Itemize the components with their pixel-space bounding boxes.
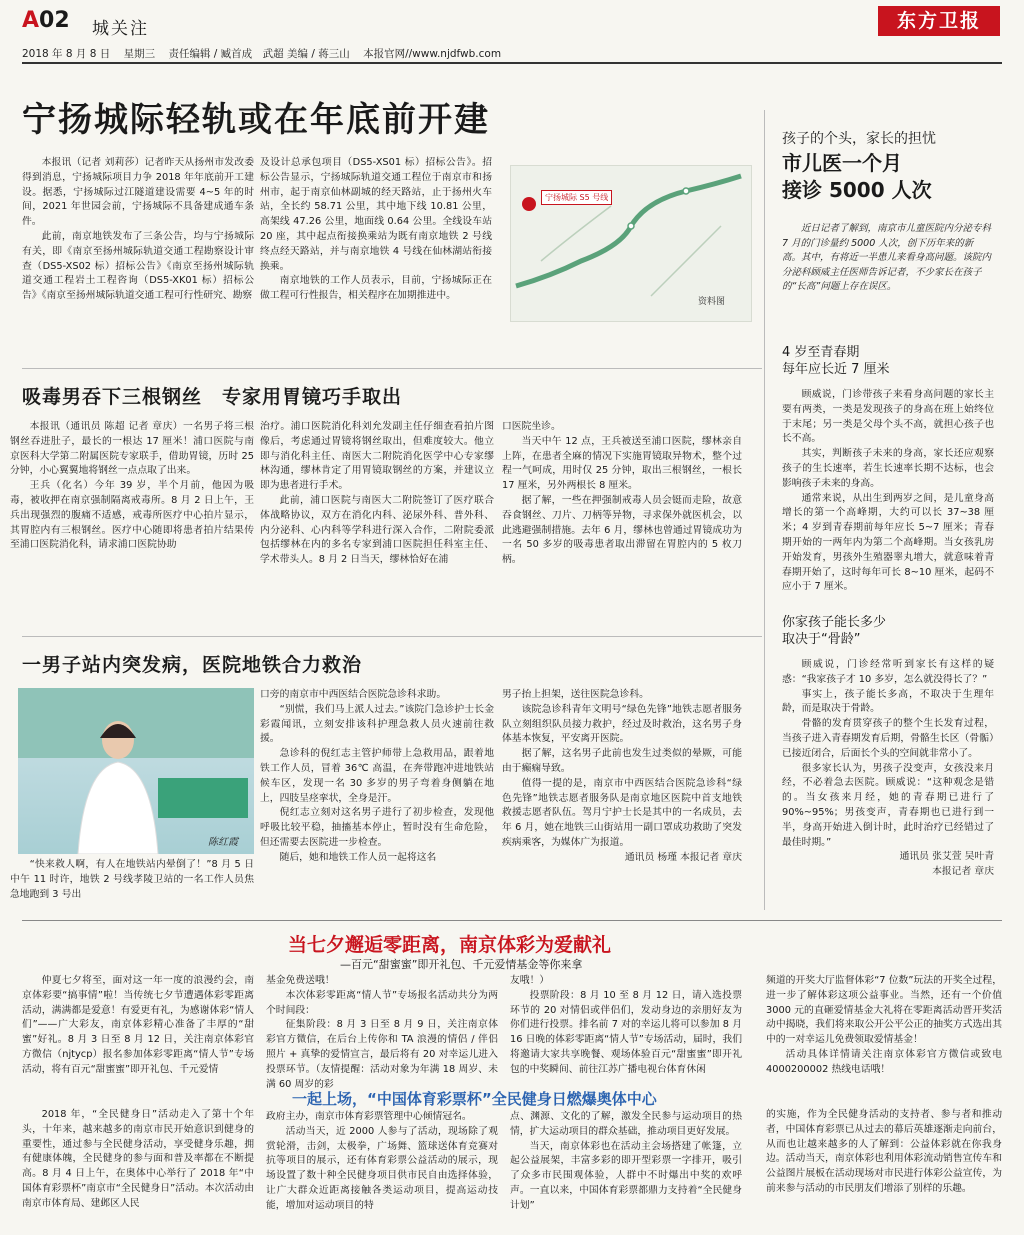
article3-para: 值得一提的是，南京市中西医结合医院急诊科“绿色先锋”地铁志愿者服务队是南京地区医院中首支地铁救援志愿者队伍。驾月宁护士长是其中的一名成员，去年 6 月，她在地铁三山街站用一副口罩成功救助了突发疾病乘客，为媒体广为报道。 — [502, 777, 742, 848]
article2-para: 王兵（化名）今年 39 岁，半个月前，他因为吸毒，被收押在南京强制隔离戒毒所。8 月 2 日上午，王兵出现强烈的腹痛不适感，戒毒所医疗中心拍片显示，其胃腔内有三根钢丝。医疗中心随即将患者拍片结果传至浦口医院消化科，请求浦口医院协助 — [10, 480, 254, 551]
article2-col2 — [260, 420, 494, 568]
sidebar-para: 顾威说，门诊带孩子来看身高问题的家长主要有两类，一类是发现孩子的身高在班上始终位于末尾；另一类是父母个头不高，就担心孩子也长不高。 — [782, 389, 994, 445]
ad-col2 — [266, 974, 498, 1092]
article2-para: 当天中午 12 点，王兵被送至浦口医院，缪林亲自上阵，在患者全麻的情况下实施胃镜取异物术，整个过程一气呵成，用时仅 25 分钟，取出三根钢丝，一根长 17 厘米，另外两根长 8 厘米。 — [502, 435, 742, 492]
ad-bottom-col2 — [266, 1110, 498, 1214]
sidebar-divider — [764, 110, 765, 910]
article2-col1 — [10, 420, 254, 553]
sidebar-para: 顾威说，门诊经常听到家长有这样的疑惑：“我家孩子才 10 多岁，怎么就没得长了？” — [782, 659, 994, 685]
article1-col1 — [22, 156, 254, 304]
sidebar-body — [782, 388, 994, 595]
divider — [22, 368, 762, 369]
newspaper-logo: 东方卫报 — [878, 6, 1000, 36]
issue-weekday: 星期三 — [123, 48, 156, 60]
sidebar-lead — [782, 222, 992, 295]
editors: 责任编辑 / 臧首成 武超 美编 / 蒋三山 — [168, 48, 350, 60]
ad-para: 本次体彩零距离“情人节”专场报名活动共分为两个时间段： — [266, 989, 498, 1016]
section-name: 城关注 — [92, 19, 149, 39]
article3-para: 男子抬上担架，送往医院急诊科。 — [502, 689, 649, 700]
ad-para: 点、渊源、文化的了解，激发全民参与运动项目的热情，扩大运动项目的群众基础，推动项目更好发展。 — [510, 1111, 742, 1137]
ad-para: 基金免费送哦！ — [266, 975, 335, 986]
ad-para: 活动具体详情请关注南京体彩官方微信或致电 4000200002 热线电话哦！ — [766, 1048, 1002, 1075]
ad-title: 当七夕邂逅零距离，南京体彩为爱献礼 — [288, 934, 612, 956]
page-num: 02 — [39, 8, 70, 33]
ad-para: 友哦！） — [510, 975, 550, 986]
article2-para: 此前，浦口医院与南医大二附院签订了医疗联合体战略协议，双方在消化内科、泌尿外科、普外科、内分泌科、心内科等学科进行深入合作，二附院委派包括缪林在内的多名专家到浦口医院担任科室主任、学术带头人。8 月 2 日当天，缪林恰好在浦 — [260, 494, 494, 566]
ad-subtitle: —百元“甜蜜蜜”即开礼包、千元爱情基金等你来拿 — [340, 958, 583, 971]
article3-col3 — [502, 688, 742, 866]
article2-para: 本报讯（通讯员 陈超 记者 章庆）一名男子将三根钢丝吞进肚子，最长的一根达 17 厘米！浦口医院与南京医科大学第二附属医院专家联手，借助胃镜，历时 25 分钟，小心翼翼地将钢丝一点点取了出来。 — [10, 421, 254, 477]
masthead-info — [22, 46, 511, 61]
ad-bottom-col3 — [510, 1110, 742, 1214]
article3-para: 口旁的南京市中西医结合医院急诊科求助。 — [260, 689, 447, 700]
sidebar-section1 — [782, 344, 994, 595]
sidebar-subhead: 4 岁至青春期 — [782, 345, 860, 360]
ad-para: 投票阶段：8 月 10 至 8 月 12 日，请入选投票环节的 20 对情侣或伴侣们，发动身边的亲朋好友为你们进行投票。排名前 7 对的幸运儿将可以参加 8 月 16 日晚的体彩零距离“情人节”专场活动，届时，我们将邀请大家共享晚餐、观场体验百元“甜蜜蜜”即开礼包的中奖瞬间、前往江苏广播电视台体育休闲 — [510, 989, 742, 1075]
article1-title: 宁扬城际轻轨或在年底前开建 — [22, 100, 490, 140]
ad-bottom-col1 — [22, 1108, 254, 1212]
sidebar-byline: 通讯员 张艾萱 吴叶青 — [899, 851, 994, 863]
ad-col3 — [510, 974, 742, 1078]
ad-divider — [22, 920, 1002, 921]
divider — [22, 636, 762, 637]
sidebar-subhead: 每年应长近 7 厘米 — [782, 362, 890, 377]
article1-col2 — [260, 156, 492, 304]
article2-para: 治疗。浦口医院消化科刘允发副主任仔细查看拍片图像后，考虑通过胃镜将钢丝取出，但难度较大。他立即与消化科主任、南医大二附院消化医学中心专家缪林沟通，缪林肯定了用胃镜取钢丝的方案，并建议立即为患者进行手术。 — [260, 421, 494, 492]
article3-col1 — [10, 858, 254, 902]
map-label: 宁扬城际 S5 号线 — [541, 190, 612, 205]
sidebar-para: 通常来说，从出生到两岁之间，是儿童身高增长的第一个高峰期，大约可以长 37~38 厘米；4 岁到青春期前每年应长 5~7 厘米；青春期开始的一两年内为第二个高峰期。当女孩乳房开始发育，男孩外生殖器睾丸增大，就意味着青春期开始了，这时每年可长 8~10 厘米，起码不应小于 7 厘米。 — [782, 492, 994, 593]
route-map — [510, 165, 752, 322]
sidebar-title-line: 接诊 5000 人次 — [782, 178, 932, 202]
sidebar-para: 很多家长认为，男孩子没变声，女孩没来月经，不必着急去医院。顾威说：“这种观念是错的。当女孩来月经，她的青春期已进行了 90%~95%；男孩变声，青春期也已进行到一半，身高开始进入倒计时，此时治疗已经错过了最佳时期。” — [782, 762, 994, 848]
article3-para: “别慌，我们马上派人过去。”该院门急诊护士长金彩霞闻讯，立刻安排该科护理急救人员火速前往救援。 — [260, 703, 494, 745]
article2-title: 吸毒男吞下三根钢丝 专家用胃镜巧手取出 — [22, 386, 403, 408]
ad-para: 政府主办，南京市体育彩票管理中心倾情冠名。 — [266, 1111, 472, 1122]
ad-para: 活动当天，近 2000 人参与了活动，现场除了观赏轮滑，击剑，太极拳，广场舞、篮球送体育竞赛对抗等项目的展示，还有体育彩票公益活动的展示，现场设置了数十种全民健身项目供市民自由选择体验，让广大群众近距离接触各类运动项目，提高运动技能，增加对运动项目的特 — [266, 1125, 498, 1211]
article3-para: 急诊科的倪红志主管护师带上急救用品，跟着地铁工作人员，冒着 36℃ 高温，在奔带跑冲进地铁站候车区，发现一名 30 多岁的男子弯着身侧躺在地上，四肢呈痉挛状，全身是汗。 — [260, 748, 494, 804]
ad-para: 当天，南京体彩也在活动主会场搭建了帐篷，立起公益展架，丰富多彩的即开型彩票一字排开，吸引了众多市民围观体验，人群中不时爆出中奖的欢呼声。一直以来，中国体育彩票都鼎力支持着“全民健身计划” — [510, 1140, 742, 1211]
ad-para: 频道的开奖大厅监督体彩“7 位数”玩法的开奖全过程，进一步了解体彩这项公益事业。当然，还有一个价值 3000 元的直砸爱情基金大礼将在零距离活动晋开奖活动中揭晓，我们将来取公开公平公正的抽奖方式选出其中的一对幸运儿免费领取爱情基金！ — [766, 975, 1002, 1046]
ad-col1 — [22, 974, 254, 1078]
sidebar-title — [782, 150, 932, 204]
article1-para: 此前，南京地铁发布了三条公告，均与宁扬城际有关，即《南京至扬州城际轨道交通工程勘察设计审查（DS5-XS02 标）招标公告》《南京至扬州城际轨道交通工程岩土工程咨询（DS5-XK01 标）招标公告》《南京至扬州城际轨道交通工程可行性研究、勘察 — [22, 230, 254, 302]
photo-caption: 陈红霞 — [208, 837, 238, 848]
nurse-photo — [18, 688, 254, 854]
ad-para: 2018 年，“全民健身日”活动走入了第十个年头，十年来，越来越多的南京市民开始意识到健身的重要性，通过参与全民健身活动，享受健身乐趣，拥有健康体魄，全民健身的参与面和普及率都在不断提高。8 月 4 日上午，在奥体中心举行了 2018 年“中国体育彩票杯”南京市“全民健身日”活动。本次活动由南京市体育局、建邺区人民 — [22, 1109, 254, 1209]
article3-para: “快来救人啊，有人在地铁站内晕倒了！”8 月 5 日中午 11 时许，地铁 2 号线孝陵卫站的一名工作人员焦急地跑到 3 号出 — [10, 859, 254, 900]
article3-byline: 通讯员 杨瑾 本报记者 章庆 — [624, 851, 742, 863]
article1-para: 本报讯（记者 刘莉莎）记者昨天从扬州市发改委得到消息，宁扬城际项目力争 2018 年年底前开工建设。据悉，宁扬城际过江隧道建设需要 4~5 年的时间，2021 年世园会前，宁扬城际不具备建成通车条件。 — [22, 157, 254, 228]
sidebar-kicker: 孩子的个头，家长的担忧 — [782, 131, 936, 147]
sidebar-subhead: 取决于“骨龄” — [782, 632, 861, 647]
article3-para: 随后，她和地铁工作人员一起将这名 — [279, 851, 437, 863]
website: 本报官网//www.njdfwb.com — [363, 48, 502, 60]
article3-para: 该院急诊科青年文明号“绿色先锋”地铁志愿者服务队立刻组织队员接力救护，经过及时救治，这名男子身体基本恢复，平安离开医院。 — [502, 703, 742, 745]
article3-col2 — [260, 688, 494, 866]
page-number — [22, 8, 70, 33]
article3-title: 一男子站内突发病，医院地铁合力救治 — [22, 654, 363, 676]
issue-date: 2018 年 8 月 8 日 — [22, 48, 111, 60]
sidebar-para: 骨骼的发育贯穿孩子的整个生长发育过程，当孩子进入青春期发育后期，骨骼生长区（骨骺）已接近闭合，后面长个头的空间就非常小了。 — [782, 718, 994, 759]
sidebar-byline: 本报记者 章庆 — [932, 866, 994, 878]
nurse-illustration — [18, 688, 254, 854]
ad-para: 征集阶段：8 月 3 日至 8 月 9 日，关注南京体彩官方微信，在后台上传你和 TA 浪漫的情侣 / 伴侣照片 + 真挚的爱情宣言，最后将有 20 对幸运儿进入投票环节。（友情提醒：活动对象为年满 18 周岁、未满 60 周岁的彩 — [266, 1019, 498, 1090]
ad-title2: 一起上场，“中国体育彩票杯”全民健身日燃爆奥体中心 — [292, 1090, 657, 1108]
ad-bottom-col4 — [766, 1108, 1002, 1197]
ad-para: 的实施，作为全民健身活动的支持者、参与者和推动者，中国体育彩票已从过去的幕后英雄逐渐走向前台，从而也让越来越多的人了解到：公益体彩就在你我身边。活动当天，南京体彩也利用体彩流动销售宣传车和公益图片展板在活动现场对市民进行体彩公益宣传，为前来参与活动的市民朋友们增添了别样的乐趣。 — [766, 1109, 1002, 1194]
ad-col4 — [766, 974, 1002, 1078]
sidebar-para: 其实，判断孩子未来的身高，家长还应观察孩子的生长速率，若生长速率长期不达标，也会影响孩子未来的身高。 — [782, 448, 994, 489]
article2-col3 — [502, 420, 742, 568]
map-caption: 资料图 — [697, 297, 725, 307]
sidebar-section2 — [782, 614, 994, 880]
sidebar-title-line: 市儿医一个月 — [782, 151, 902, 175]
sidebar-para: 事实上，孩子能长多高，不取决于生理年龄，而是取决于骨龄。 — [782, 688, 994, 715]
article3-para: 据了解，这名男子此前也发生过类似的晕厥，可能由于癫痫导致。 — [502, 748, 742, 774]
sidebar-body — [782, 658, 994, 880]
sidebar-subhead: 你家孩子能长多少 — [782, 615, 887, 630]
header-rule — [22, 62, 1002, 64]
article3-para: 倪红志立刻对这名男子进行了初步检查，发现他呼吸比较平稳，抽搐基本停止，暂时没有生命危险，但还需要去医院进一步检查。 — [260, 807, 494, 848]
ad-para: 仲夏七夕将至，面对这一年一度的浪漫约会，南京体彩要“搞事情”啦！当传统七夕节遭遇体彩零距离活动，满满都是爱意！有爱更有礼，为感谢体彩“情人们”——广大彩友，南京体彩精心准备了丰厚的“甜蜜”好礼。8 月 3 日至 8 月 12 日，关注南京体彩官方微信（njtycp）报名参加体彩零距离“情人节”专场活动，将有百元“甜蜜蜜”即开礼包、千元爱情 — [22, 975, 254, 1075]
article2-para: 据了解，一些在押强制戒毒人员会铤而走险，故意吞食钢丝、刀片、刀柄等异物，寻求保外就医机会，以此逃避强制措施。去年 6 月，缪林也曾通过胃镜成功为一名 50 多岁的吸毒患者取出滞留在胃腔内的 5 枚刀柄。 — [502, 494, 742, 566]
sidebar-lead-text: 近日记者了解到，南京市儿童医院内分泌专科 7 月的门诊量约 5000 人次，创下历年来的新高。其中，有将近一半患儿来看身高问题。该院内分泌科顾威主任医师告诉记者，不少家长在孩子的“长高”问题上存在误区。 — [782, 223, 992, 293]
page-prefix: A — [22, 8, 40, 33]
article2-para: 口医院坐诊。 — [502, 421, 561, 432]
article1-para: 南京地铁的工作人员表示，目前，宁扬城际正在做工程可行性报告，相关程序在加期推进中。 — [260, 275, 492, 302]
article1-para: 及设计总承包项目（DS5-XS01 标）招标公告》。招标公告显示，宁扬城际轨道交通工程位于南京市和扬州市，起于南京仙林副城的经天路站，止于扬州火车站，全长约 58.71 公里，其中地下线 10.81 公里，高架线 47.26 公里，地面线 0.64 公里。全线设车站 20 座，其中起点衔接换乘站为既有南京地铁 2 号线终点经天路站，并与南京地铁 4 号线在仙林湖站衔接换乘。 — [260, 157, 492, 272]
